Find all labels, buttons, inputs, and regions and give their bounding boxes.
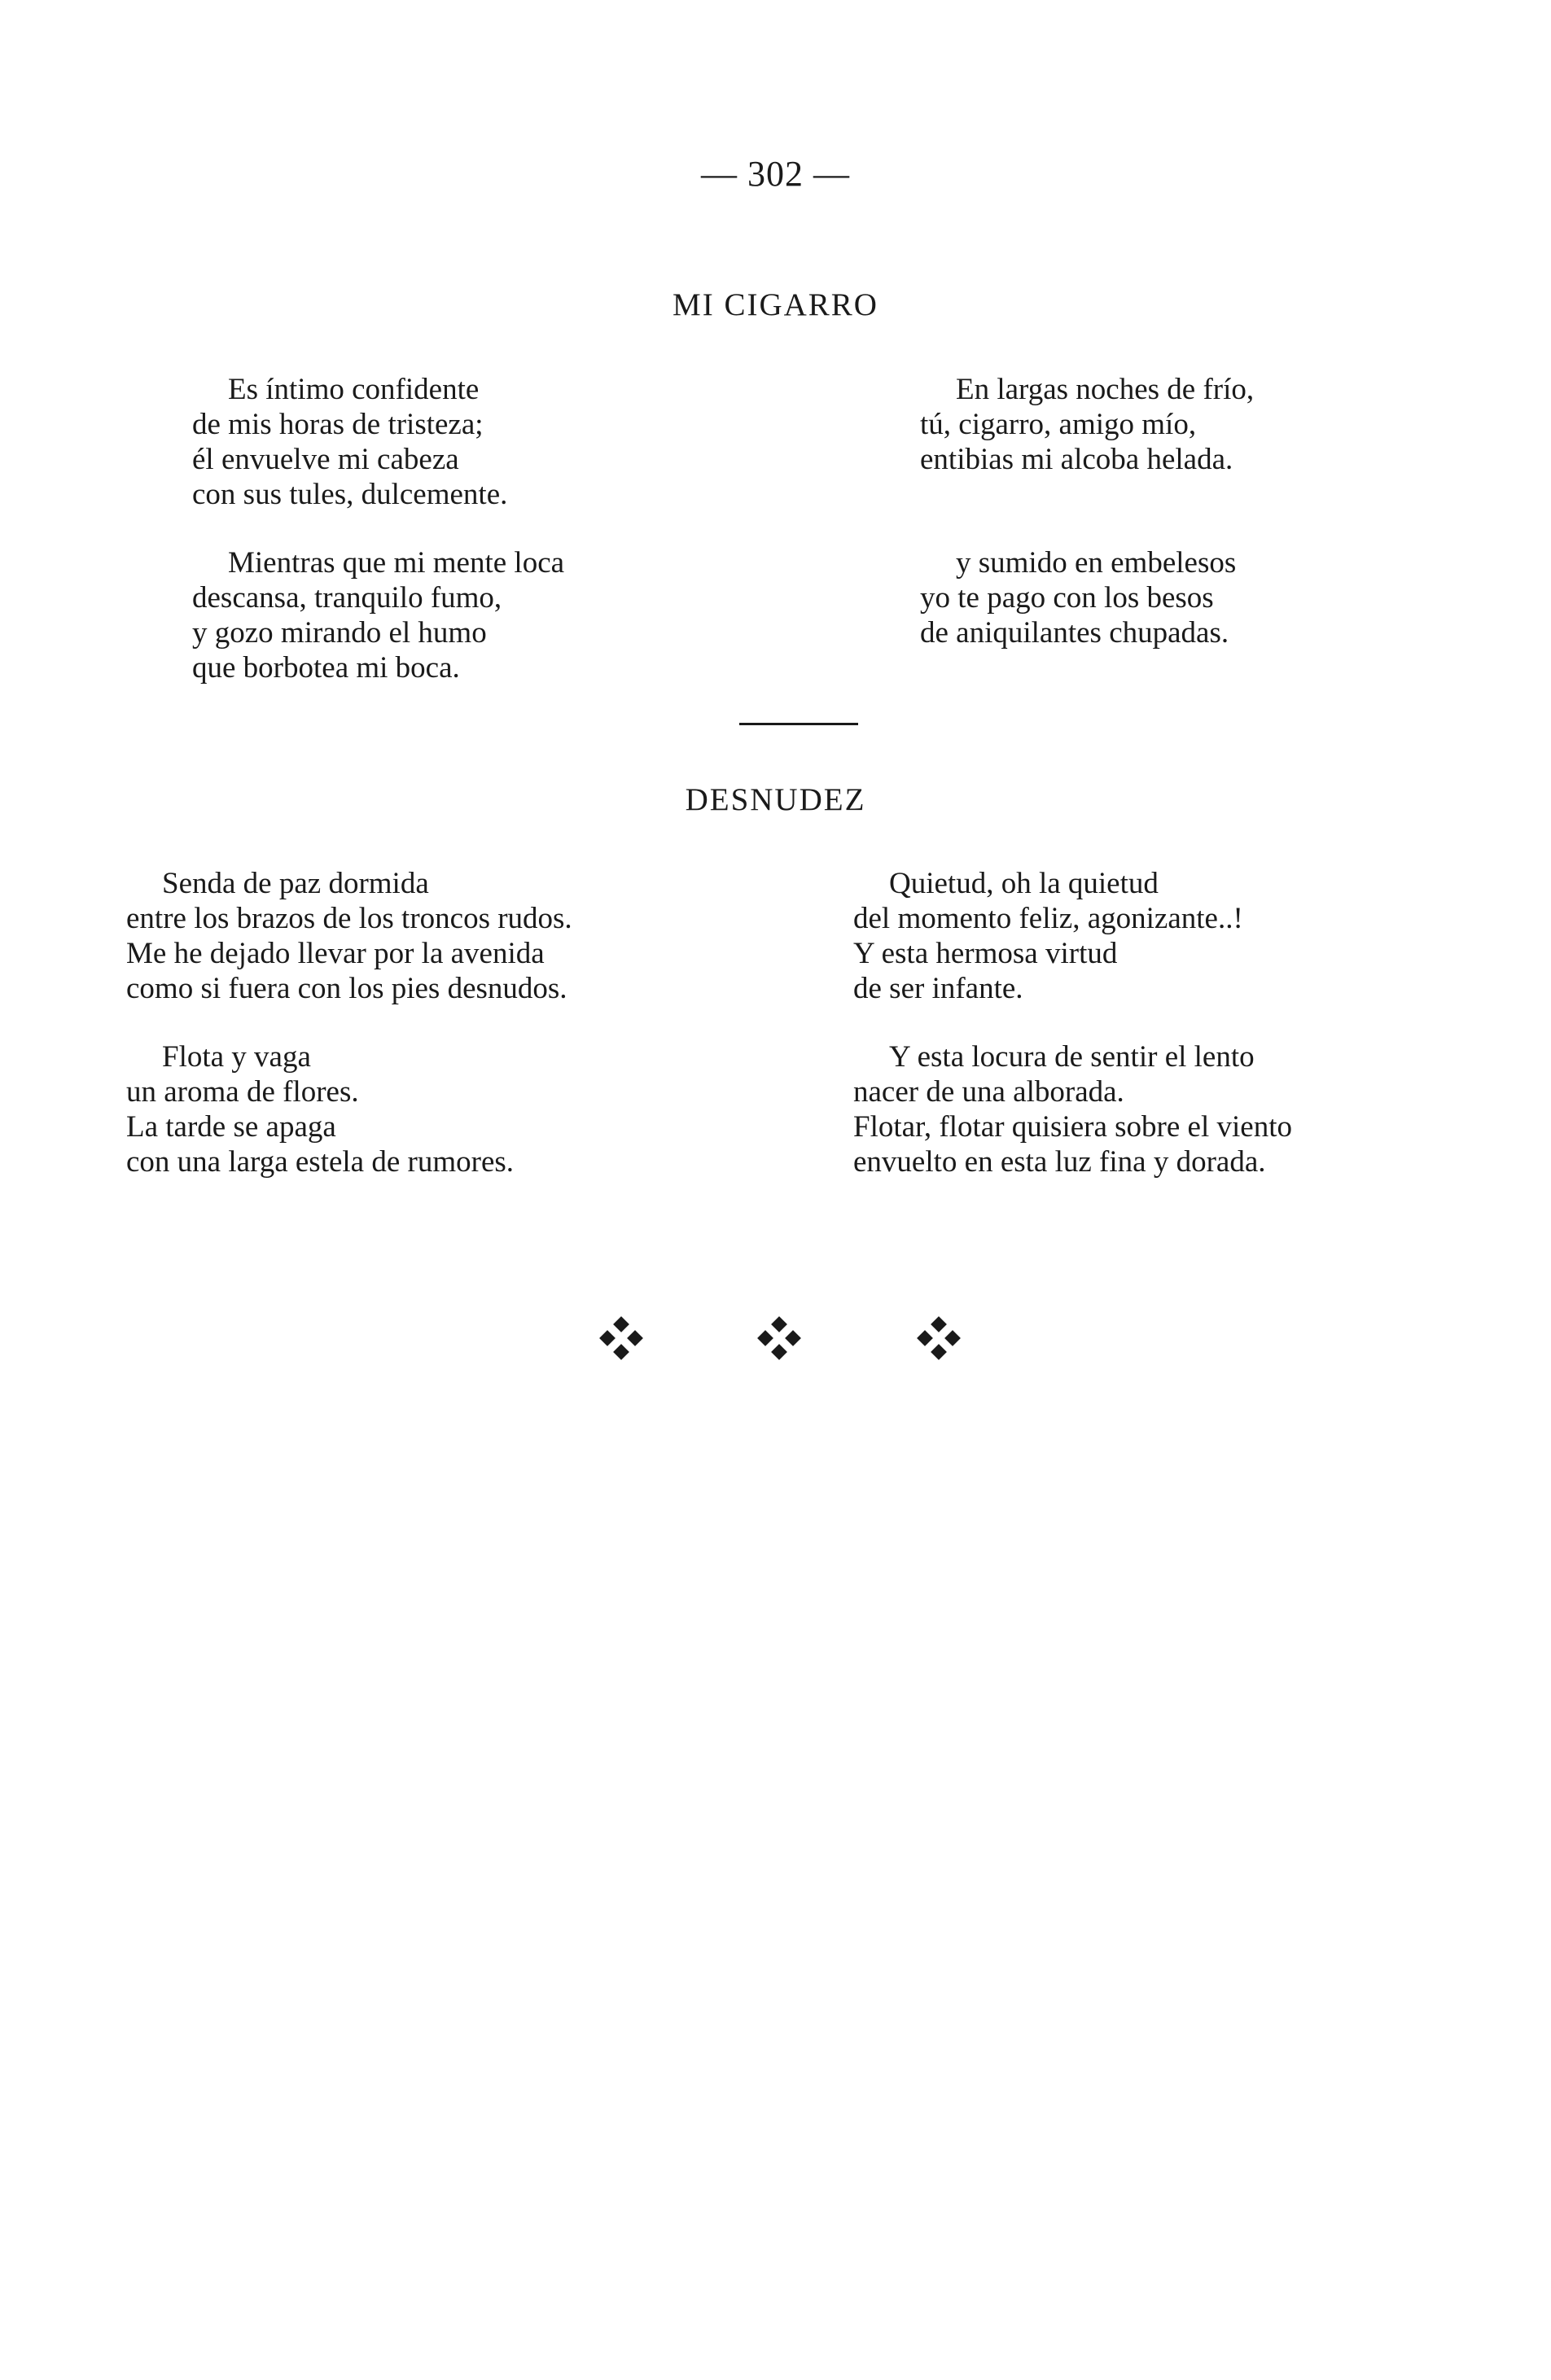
stanza-desnudez-2 (126, 1039, 514, 1179)
ornament-row (0, 1317, 1551, 1366)
section-divider (739, 723, 858, 725)
verse-line: Quietud, oh la quietud (889, 867, 1159, 900)
verse-line: y gozo mirando el humo (192, 616, 487, 650)
verse-line: Es íntimo confidente (228, 373, 480, 406)
verse-line: Flotar, flotar quisiera sobre el viento (853, 1110, 1292, 1144)
stanza-mi-cigarro-4 (920, 545, 1236, 650)
verse-line: Y esta hermosa virtud (853, 937, 1118, 970)
stanza-desnudez-4 (853, 1039, 1292, 1179)
verse-line: nacer de una alborada. (853, 1075, 1124, 1109)
verse-line: él envuelve mi cabeza (192, 443, 459, 476)
verse-line: con una larga estela de rumores. (126, 1145, 515, 1179)
verse-line: descansa, tranquilo fumo, (192, 581, 502, 615)
fleuron-icon (918, 1317, 960, 1359)
verse-line: como si fuera con los pies desnudos. (126, 972, 567, 1005)
verse-line: y sumido en embelesos (956, 546, 1237, 580)
stanza-mi-cigarro-2 (192, 545, 564, 685)
verse-line: un aroma de flores. (126, 1075, 359, 1109)
stanza-mi-cigarro-1 (192, 372, 507, 512)
poem-title-desnudez: DESNUDEZ (685, 782, 866, 817)
page-number: — 302 — (701, 154, 850, 194)
verse-line: con sus tules, dulcemente. (192, 478, 508, 511)
verse-line: Mientras que mi mente loca (228, 546, 565, 580)
verse-line: yo te pago con los besos (920, 581, 1214, 615)
verse-line: La tarde se apaga (126, 1110, 336, 1144)
verse-line: tú, cigarro, amigo mío, (920, 408, 1197, 441)
verse-line: envuelto en esta luz fina y dorada. (853, 1145, 1266, 1179)
fleuron-icon (600, 1317, 642, 1359)
verse-line: de aniquilantes chupadas. (920, 616, 1229, 650)
verse-line: Flota y vaga (162, 1040, 311, 1074)
verse-line: de ser infante. (853, 972, 1023, 1005)
verse-line: En largas noches de frío, (956, 373, 1255, 406)
verse-line: Y esta locura de sentir el lento (889, 1040, 1255, 1074)
verse-line: Senda de paz dormida (162, 867, 429, 900)
stanza-desnudez-3 (853, 866, 1243, 1006)
stanza-desnudez-1 (126, 866, 572, 1006)
poem-title-mi-cigarro: MI CIGARRO (673, 287, 878, 322)
fleuron-icon (758, 1317, 800, 1359)
verse-line: que borbotea mi boca. (192, 651, 460, 685)
verse-line: entibias mi alcoba helada. (920, 443, 1233, 476)
verse-line: Me he dejado llevar por la avenida (126, 937, 545, 970)
verse-line: de mis horas de tristeza; (192, 408, 484, 441)
verse-line: del momento feliz, agonizante..! (853, 902, 1243, 935)
verse-line: entre los brazos de los troncos rudos. (126, 902, 572, 935)
stanza-mi-cigarro-3 (920, 372, 1254, 477)
